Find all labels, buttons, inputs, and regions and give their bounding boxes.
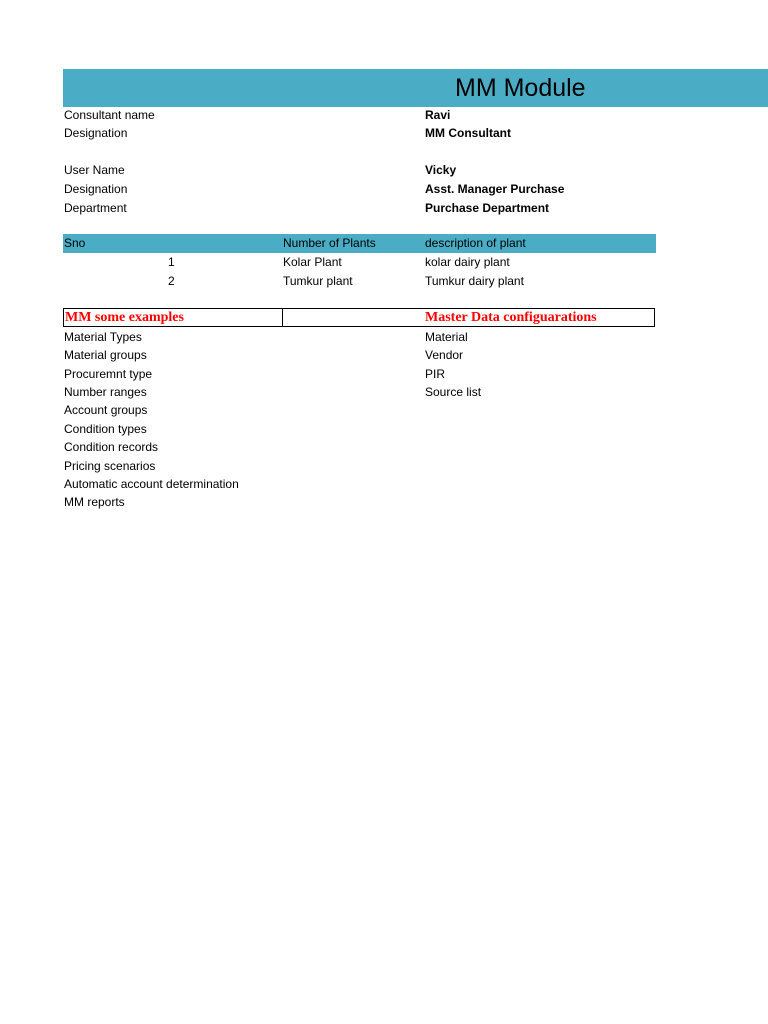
page-title: MM Module xyxy=(455,74,586,102)
consultant-name-label: Consultant name xyxy=(64,108,155,122)
examples-item-10: MM reports xyxy=(64,495,125,509)
examples-item-2: Material groups xyxy=(64,348,147,362)
column-header-sno: Sno xyxy=(64,236,86,250)
user-name-label: User Name xyxy=(64,163,125,177)
examples-item-8: Pricing scenarios xyxy=(64,459,156,473)
title-bar xyxy=(63,69,768,107)
master-data-item-4: Source list xyxy=(425,385,482,399)
user-designation-value: Asst. Manager Purchase xyxy=(425,182,565,196)
master-data-item-3: PIR xyxy=(425,367,446,381)
plant-row-1-name: Kolar Plant xyxy=(283,255,342,269)
examples-heading: MM some examples xyxy=(65,310,184,325)
examples-item-6: Condition types xyxy=(64,422,147,436)
examples-item-1: Material Types xyxy=(64,330,142,344)
examples-item-9: Automatic account determination xyxy=(64,477,239,491)
user-name-value: Vicky xyxy=(425,163,457,177)
plant-row-1-sno: 1 xyxy=(168,255,175,269)
master-data-item-2: Vendor xyxy=(425,348,464,362)
master-data-item-1: Material xyxy=(425,330,468,344)
plant-row-2-sno: 2 xyxy=(168,274,175,288)
user-department-label: Department xyxy=(64,201,127,215)
column-header-description: description of plant xyxy=(425,236,526,250)
examples-header-divider xyxy=(282,308,283,327)
plant-row-2-name: Tumkur plant xyxy=(283,274,353,288)
user-department-value: Purchase Department xyxy=(425,201,550,215)
examples-item-7: Condition records xyxy=(64,440,159,454)
plant-row-2-description: Tumkur dairy plant xyxy=(425,274,524,288)
examples-item-4: Number ranges xyxy=(64,385,147,399)
column-header-number-of-plants: Number of Plants xyxy=(283,236,376,250)
master-data-heading: Master Data configuarations xyxy=(425,310,597,325)
consultant-designation-value: MM Consultant xyxy=(425,126,511,140)
examples-item-3: Procuremnt type xyxy=(64,367,153,381)
examples-item-5: Account groups xyxy=(64,403,148,417)
plant-row-1-description: kolar dairy plant xyxy=(425,255,510,269)
consultant-name-value: Ravi xyxy=(425,108,451,122)
user-designation-label: Designation xyxy=(64,182,128,196)
consultant-designation-label: Designation xyxy=(64,126,128,140)
